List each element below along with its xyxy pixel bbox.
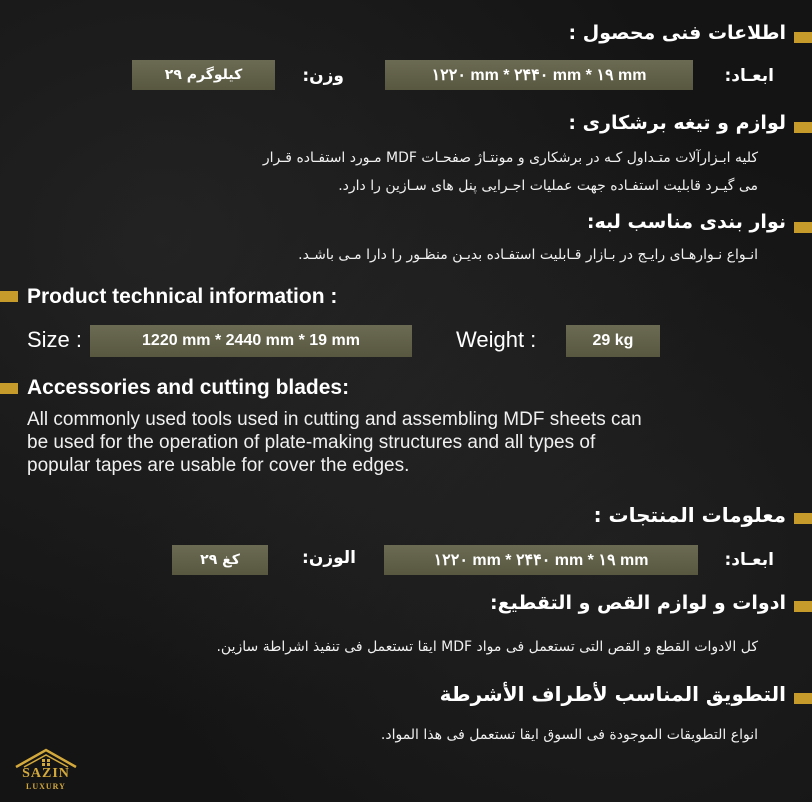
ar-edge-heading: التطويق المناسب لأطراف الأشرطة	[439, 682, 786, 706]
accent-bar	[794, 601, 812, 612]
en-size-value: 1220 mm * 2440 mm * 19 mm	[90, 325, 412, 357]
fa-dims-label: ابعـاد:	[724, 66, 774, 86]
fa-dims-value: ۱۲۲۰ mm * ۲۴۴۰ mm * ۱۹ mm	[385, 60, 693, 90]
ar-edge-line: انواع التطويقات الموجودة فى السوق ايقا تستعمل فى هذا المواد.	[380, 727, 758, 743]
fa-edge-heading: نوار بندی مناسب لبه:	[586, 211, 786, 233]
accent-bar	[794, 32, 812, 43]
fa-weight-label: وزن:	[302, 66, 344, 86]
ar-accessories-line: كل الادوات القطع و القص التى تستعمل فى مواد MDF ايقا تستعمل فى تنفيذ اشراطة سازين.	[216, 639, 758, 655]
fa-weight-value: ۲۹ کیلوگرم	[132, 60, 275, 90]
ar-weight-label: الوزن:	[302, 548, 356, 568]
en-accessories-heading: Accessories and cutting blades:	[27, 376, 350, 399]
accent-bar	[0, 383, 18, 394]
ar-accessories-heading: ادوات و لوازم القص و التقطيع:	[490, 592, 786, 614]
accent-bar	[794, 513, 812, 524]
logo-brand: SAZIN	[22, 766, 70, 781]
sazin-logo	[8, 747, 84, 797]
fa-accessories-heading: لوازم و تیغه برشکاری :	[568, 112, 786, 134]
en-accessories-line-3: popular tapes are usable for cover the edges.	[27, 455, 410, 476]
en-size-label: Size :	[27, 327, 83, 352]
ar-dims-value: ۱۲۲۰ mm * ۲۴۴۰ mm * ۱۹ mm	[384, 545, 698, 575]
en-tech-heading: Product technical information :	[27, 285, 338, 308]
fa-tech-heading: اطلاعات فنی محصول :	[568, 22, 786, 44]
fa-accessories-line-1: کلیه ابـزارآلات متـداول کـه در برشکاری و مونتـاژ صفحـات MDF مـورد استفـاده قـرار	[262, 150, 758, 166]
accent-bar	[794, 122, 812, 133]
accent-bar	[794, 693, 812, 704]
en-weight-value: 29 kg	[566, 325, 660, 357]
en-accessories-line-1: All commonly used tools used in cutting and assembling MDF sheets can	[27, 409, 642, 430]
accent-bar	[0, 291, 18, 302]
accent-bar	[794, 222, 812, 233]
ar-tech-heading: معلومات المنتجات :	[593, 503, 786, 527]
ar-weight-value: ۲۹ کغ	[172, 545, 268, 575]
en-accessories-line-2: be used for the operation of plate-making structures and all types of	[27, 432, 596, 453]
ar-dims-label: ابعـاد:	[724, 550, 774, 570]
fa-edge-line: انـواع نـوارهـای رایـج در بـازار قـابلیت استفـاده بدیـن منظـور را دارا مـی باشـد.	[298, 247, 758, 263]
logo-sub: LUXURY	[26, 782, 66, 791]
en-weight-label: Weight :	[456, 327, 537, 352]
fa-accessories-line-2: می گیـرد قابلیت استفـاده جهت عملیات اجـرایی پنل های سـازین را دارد.	[338, 178, 758, 194]
